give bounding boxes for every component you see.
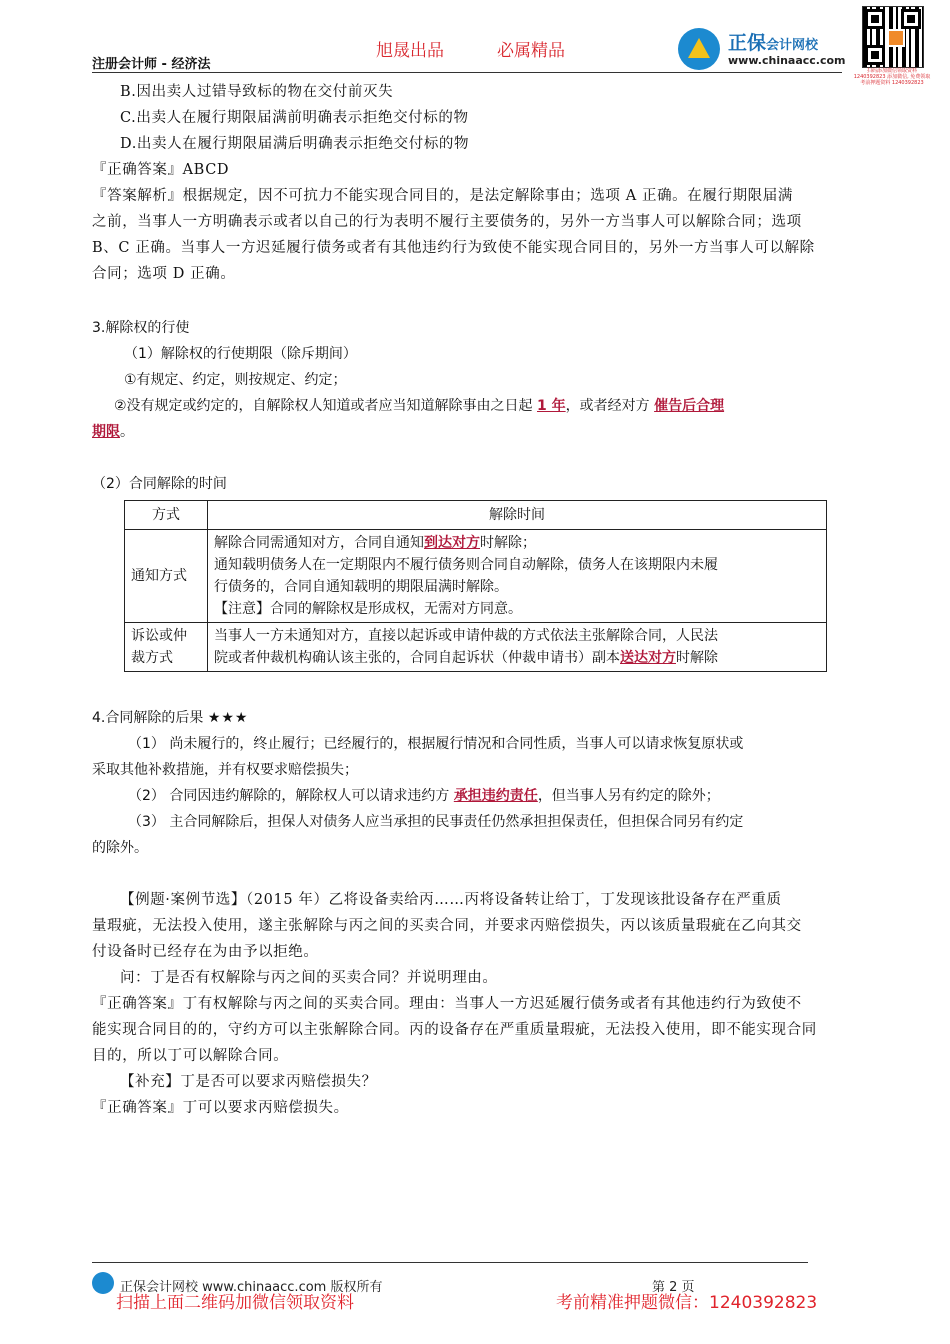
example-supplement-answer: 『正确答案』丁可以要求丙赔偿损失。	[92, 1100, 349, 1116]
table-cell-method: 通知方式	[125, 530, 208, 623]
qr-caption: 扫码添加微信领取资料 1240392823 添加微信, 免费领取考前押题资料 1240392823	[853, 68, 931, 86]
example-question: 问：丁是否有权解除与丙之间的买卖合同？并说明理由。	[120, 970, 498, 986]
section-3-item1: ①有规定、约定，则按规定、约定；	[124, 372, 347, 388]
option-b: B.因出卖人过错导致标的物在交付前灭失	[120, 84, 394, 100]
table-row	[125, 623, 827, 672]
option-d: D.出卖人在履行期限届满后明确表示拒绝交付标的物	[120, 136, 470, 152]
table-row	[125, 530, 827, 623]
highlight-reasonable-period: 催告后合理	[654, 398, 725, 414]
answer-label: 『正确答案』ABCD	[92, 162, 230, 178]
table-cell-time: 解除合同需通知对方，合同自通知到达对方时解除； 通知载明债务人在一定期限内不履行债务则合同自动解除，债务人在该期限内未履 行债务的，合同自通知载明的期限届满时解除。 【注意】合同的解除权是形成权，无需对方同意。	[208, 530, 827, 623]
example-line-3: 付设备时已经存在为由予以拒绝。	[92, 944, 319, 960]
footer-divider	[92, 1262, 808, 1263]
highlight-one-year: 1 年	[537, 398, 566, 414]
footer-copyright: 正保会计网校 www.chinaacc.com 版权所有	[120, 1280, 383, 1295]
example-answer-line-2: 能实现合同目的的，守约方可以主张解除合同。丙的设备存在严重质量瑕疵，无法投入使用，即不能实现合同	[92, 1022, 817, 1038]
slogan-left: 旭晟出品	[376, 41, 444, 61]
qr-code-icon	[853, 6, 931, 86]
section-4-p1-line2: 采取其他补救措施，并有权要求赔偿损失；	[92, 762, 358, 778]
brand-url: www.chinaacc.com	[728, 54, 846, 67]
footer-logo-icon	[92, 1272, 114, 1294]
section-4-p3-line1: （3） 主合同解除后，担保人对债务人应当承担的民事责任仍然承担担保责任，但担保合同另有约定	[128, 814, 744, 830]
termination-time-table	[124, 500, 827, 672]
highlight-delivered: 送达对方	[620, 650, 676, 666]
example-answer-line-1: 『正确答案』丁有权解除与丙之间的买卖合同。理由：当事人一方迟延履行债务或者有其他违约行为致使不	[92, 996, 802, 1012]
highlight-liability: 承担违约责任	[453, 788, 538, 804]
brand-sub: 会计网校	[766, 38, 819, 53]
option-c: C.出卖人在履行期限届满前明确表示拒绝交付标的物	[120, 110, 469, 126]
analysis-line-4: 合同；选项 D 正确。	[92, 266, 236, 282]
analysis-line-1: 『答案解析』根据规定，因不可抗力不能实现合同目的，是法定解除事由；选项 A 正确。在履行期限届满	[92, 188, 793, 204]
logo-icon	[678, 28, 720, 70]
section-4-p3-line2: 的除外。	[92, 840, 148, 856]
page-number: 第 2 页	[652, 1280, 695, 1295]
section-4-p2: （2） 合同因违约解除的，解除权人可以请求违约方 承担违约责任，但当事人另有约定的除外；	[128, 788, 720, 804]
table-header-row	[125, 501, 827, 530]
example-answer-line-3: 目的，所以丁可以解除合同。	[92, 1048, 289, 1064]
table-cell-method: 诉讼或仲 裁方式	[125, 623, 208, 672]
brand-name: 正保	[728, 32, 767, 54]
analysis-line-2: 之前，当事人一方明确表示或者以自己的行为表明不履行主要债务的，另外一方当事人可以解除合同；选项	[92, 214, 802, 230]
slogan-right: 必属精品	[497, 41, 565, 61]
promo-right: 考前精准押题微信：1240392823	[556, 1293, 818, 1313]
section-3-sub1: （1）解除权的行使期限（除斥期间）	[124, 346, 357, 362]
section-4-title: 4.合同解除的后果 ★★★	[92, 710, 249, 726]
table-header-cell: 解除时间	[208, 501, 827, 530]
table-cell-time: 当事人一方未通知对方，直接以起诉或申请仲裁的方式依法主张解除合同，人民法 院或者仲裁机构确认该主张的，合同自起诉状（仲裁申请书）副本送达对方时解除	[208, 623, 827, 672]
brand-logo	[678, 26, 858, 72]
section-3-sub2: （2）合同解除的时间	[92, 476, 227, 492]
example-supplement: 【补充】丁是否可以要求丙赔偿损失？	[120, 1074, 377, 1090]
example-line-1: 【例题·案例节选】（2015 年）乙将设备卖给丙……丙将设备转让给丁，丁发现该批设备存在严重质	[120, 892, 782, 908]
document-subject: 注册会计师 - 经济法	[92, 57, 211, 72]
analysis-line-3: B、C 正确。当事人一方迟延履行债务或者有其他违约行为致使不能实现合同目的，另外一方当事人可以解除	[92, 240, 815, 256]
highlight-reach: 到达对方	[424, 535, 480, 551]
promo-left: 扫描上面二维码加微信领取资料	[116, 1293, 354, 1313]
example-line-2: 量瑕疵，无法投入使用，遂主张解除与丙之间的买卖合同，并要求丙赔偿损失，丙以该质量瑕疵在乙向其交	[92, 918, 802, 934]
table-header-cell: 方式	[125, 501, 208, 530]
section-3-title: 3.解除权的行使	[92, 320, 190, 336]
header-divider	[92, 72, 842, 73]
section-3-item2-cont: 期限。	[92, 424, 134, 440]
section-3-item2: ②没有规定或约定的，自解除权人知道或者应当知道解除事由之日起 1 年，或者经对方 催告后合理	[114, 398, 725, 414]
star-rating-icon: ★★★	[207, 710, 249, 726]
section-4-p1-line1: （1） 尚未履行的，终止履行；已经履行的，根据履行情况和合同性质，当事人可以请求恢复原状或	[128, 736, 744, 752]
